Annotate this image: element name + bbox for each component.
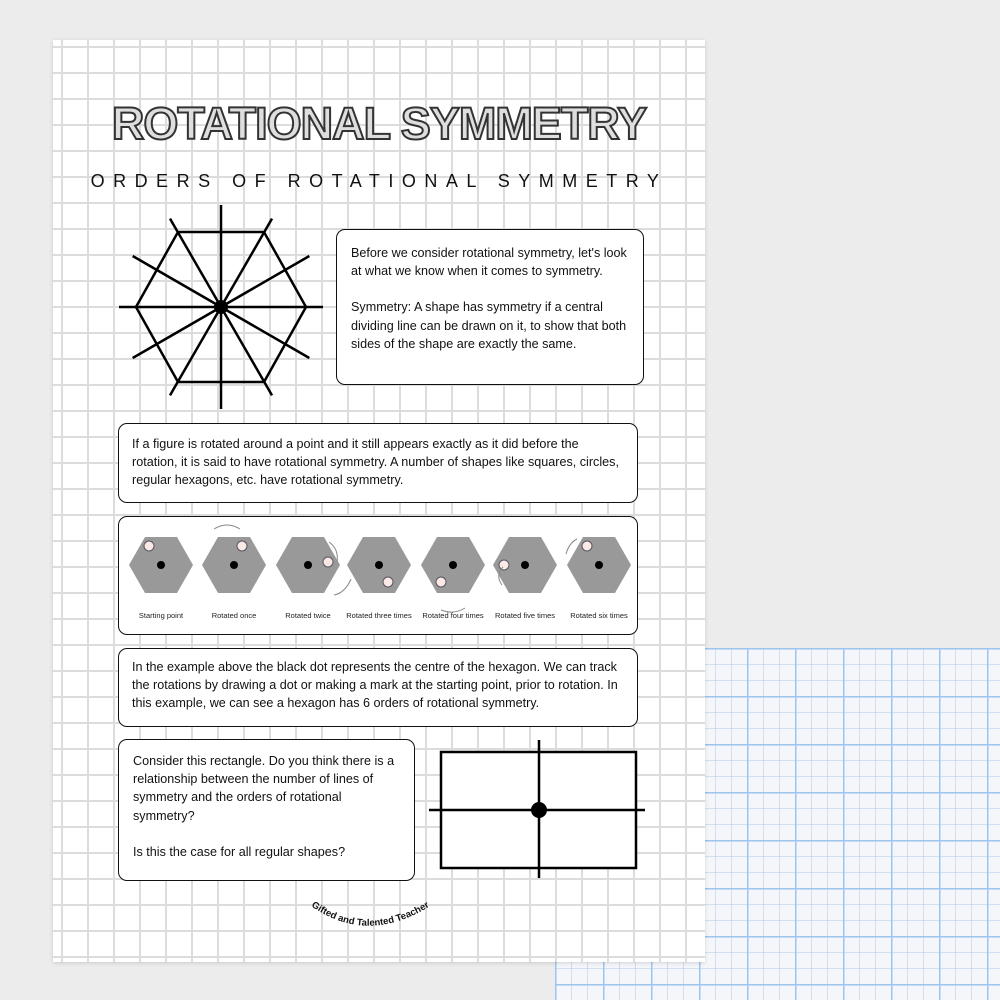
- rotation-step-label: Rotated twice: [285, 611, 331, 620]
- marker-dot: [582, 541, 592, 551]
- rectangle-symmetry-diagram: [423, 735, 653, 885]
- center-dot: [375, 561, 383, 569]
- rotation-step-label: Rotated five times: [494, 611, 556, 620]
- rotation-step-label: Rotated three times: [346, 611, 412, 620]
- question-box: [118, 739, 415, 881]
- rotation-step-label: Rotated four times: [422, 611, 484, 620]
- marker-dot: [383, 577, 393, 587]
- gifted-and-talented-teacher-logo: [303, 890, 453, 945]
- rotation-step-label: Starting point: [138, 611, 184, 620]
- intro-text-box: [336, 229, 644, 385]
- explanation-box: In the example above the black dot represents the centre of the hexagon. We can track the rotations by drawing a dot or making a mark at the starting point, prior to rotation. In this example, we can see a hexagon has 6 orders of rotational symmetry.: [118, 648, 638, 727]
- rotation-arrow-icon: [214, 525, 240, 529]
- question-paragraph: Consider this rectangle. Do you think there is a relationship between the number of lines of symmetry and the orders of rotational symmetry?: [133, 754, 395, 823]
- intro-paragraph: Before we consider rotational symmetry, let's look at what we know when it comes to symmetry.: [351, 246, 627, 279]
- marker-dot: [237, 541, 247, 551]
- rotation-steps-box: [118, 516, 638, 635]
- rotational-symmetry-definition-box: If a figure is rotated around a point and it still appears exactly as it did before the rotation, it is said to have rotational symmetry. A number of shapes like squares, circles, regular hexagons, etc. have rotational symmetry.: [118, 423, 638, 503]
- svg-text:Gifted and Talented Teacher: [309, 899, 431, 928]
- page-subtitle: ORDERS OF ROTATIONAL SYMMETRY: [90, 171, 668, 191]
- marker-dot: [323, 557, 333, 567]
- hexagon-symmetry-lines-diagram: [113, 200, 333, 420]
- question-followup: Is this the case for all regular shapes?: [133, 844, 346, 859]
- center-dot: [521, 561, 529, 569]
- center-dot: [230, 561, 238, 569]
- rotation-arrow-icon: [334, 579, 351, 595]
- center-dot: [157, 561, 165, 569]
- rotation-step-label: Rotated six times: [570, 611, 628, 620]
- symmetry-definition: Symmetry: A shape has symmetry if a central dividing line can be drawn on it, to show that both sides of the shape are exactly the same.: [351, 300, 627, 351]
- rotation-step-label: Rotated once: [211, 611, 257, 620]
- center-dot: [449, 561, 457, 569]
- center-dot: [304, 561, 312, 569]
- center-dot: [595, 561, 603, 569]
- marker-dot: [144, 541, 154, 551]
- page-title: ROTATIONAL SYMMETRY: [111, 98, 647, 149]
- marker-dot: [499, 560, 509, 570]
- logo-text: Gifted and Talented Teacher: [309, 899, 432, 929]
- marker-dot: [436, 577, 446, 587]
- worksheet-page: [53, 40, 705, 962]
